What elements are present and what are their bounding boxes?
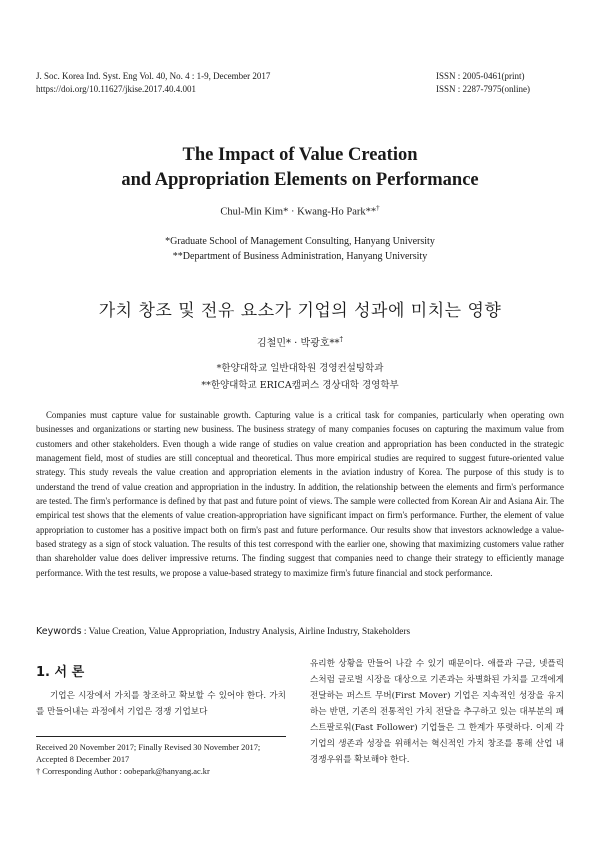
introduction-left-column: 기업은 시장에서 가치를 창조하고 확보할 수 있어야 한다. 가치를 만들어내는 과정에서 기업은 경쟁 기업보다 <box>36 691 286 717</box>
abstract: Companies must capture value for sustainable growth. Capturing value is a critical task for companies, particularly when operating own businesses and organizations or starting new business. The business strategy of many companies focuses on capturing the maximum value from customers and other stakeholders. Even though a wide range of studies on value creation and appropriation has been conducted in the strategic management field, most of studies are still conceptual and theoretical. Thus more empirical studies are required to suggest future-oriented value strategy. This study reveals the value creation and appropriation elements in the aviation industry of Korea. The purpose of this study is to understand the trend of value creation and appropriation in the industry. In addition, the relationship between the elements and firm's performance are tested. The firm's performance is defined by that past and future point of views. The sample were collected from Korean Air and Asiana Air. The empirical test shows that the elements of value creation-appropriation have significant impact on firm's performance. Further, the element of value appropriation to customer has a positive impact both on firm's past and future performance. Our results show that investors acknowledge a value-based strategy as a sign of stock valuation. The results of this test correspond with the earlier one, showing that maximizing customers value rather than shareholder value does deliver impressive returns. The finding suggest that companies need to change their strategy to efficiently manage performance. With the test results, we propose a value-based strategy to maximize firm's future financial and stock performance. <box>36 410 564 578</box>
introduction-right-column: 유리한 상황을 만들어 나갈 수 있기 때문이다. 애플과 구글, 넷플릭스처럼 글로벌 시장을 대상으로 기존과는 차별화된 가치를 고객에게 전달하는 퍼스트 무버(First Mover) 기업은 지속적인 성장을 유지하는 반면, 기존의 전통적인 가치 전달을 추구하고 있는 대부분의 패스트팔로워(Fast Follower) 기업들은 그 한계가 뚜렷하다. 이제 각 기업의 생존과 성장을 위해서는 혁신적인 가치 창조를 통해 산업 내 경쟁우위를 확보해야 한다. <box>310 659 564 765</box>
english-author-names: Chul-Min Kim* · Kwang-Ho Park** <box>220 206 377 218</box>
keywords <box>36 626 564 637</box>
journal-header <box>36 70 376 96</box>
issn-print: ISSN : 2005-0461(print) <box>436 71 525 81</box>
issn-block <box>436 70 576 96</box>
english-title-line2: and Appropriation Elements on Performance <box>121 170 479 190</box>
journal-citation: J. Soc. Korea Ind. Syst. Eng Vol. 40, No. 4 : 1-9, December 2017 <box>36 71 271 81</box>
accepted-date: Accepted 8 December 2017 <box>36 755 130 764</box>
footnotes <box>36 742 296 778</box>
issn-online: ISSN : 2287-7975(online) <box>436 84 530 94</box>
english-affiliations <box>0 234 600 264</box>
english-authors <box>0 204 600 218</box>
korean-affiliation-1: *한양대학교 일반대학원 경영컨설팅학과 <box>216 363 384 374</box>
keywords-separator: : <box>81 627 89 637</box>
english-affiliation-2: **Department of Business Administration, Hanyang University <box>172 251 428 262</box>
footnote-divider <box>36 736 286 737</box>
keywords-list: Value Creation, Value Appropriation, Industry Analysis, Airline Industry, Stakeholders <box>88 627 411 637</box>
received-date: Received 20 November 2017; Finally Revised 30 November 2017; <box>36 743 261 752</box>
corresponding-mark: † <box>376 204 380 212</box>
korean-authors <box>0 334 600 349</box>
section-heading-introduction: 1. 서 론 <box>36 665 85 680</box>
korean-affiliation-2: **한양대학교 ERICA캠퍼스 경상대학 경영학부 <box>201 380 399 391</box>
korean-author-names: 김철민* · 박광호** <box>257 338 340 349</box>
english-title-line1: The Impact of Value Creation <box>182 145 418 165</box>
english-affiliation-1: *Graduate School of Management Consulting, Hanyang University <box>165 236 435 247</box>
korean-affiliations <box>0 360 600 394</box>
keywords-label: Keywords <box>36 626 82 637</box>
corresponding-email: Corresponding Author : oobepark@hanyang.ac.kr <box>40 767 210 776</box>
corresponding-dagger: † <box>36 767 41 776</box>
korean-corresponding-mark: † <box>339 335 343 344</box>
korean-title: 가치 창조 및 전유 요소가 기업의 성과에 미치는 영향 <box>98 301 502 321</box>
corresponding-author <box>36 766 296 778</box>
doi-link[interactable]: https://doi.org/10.11627/jkise.2017.40.4.001 <box>36 84 197 94</box>
